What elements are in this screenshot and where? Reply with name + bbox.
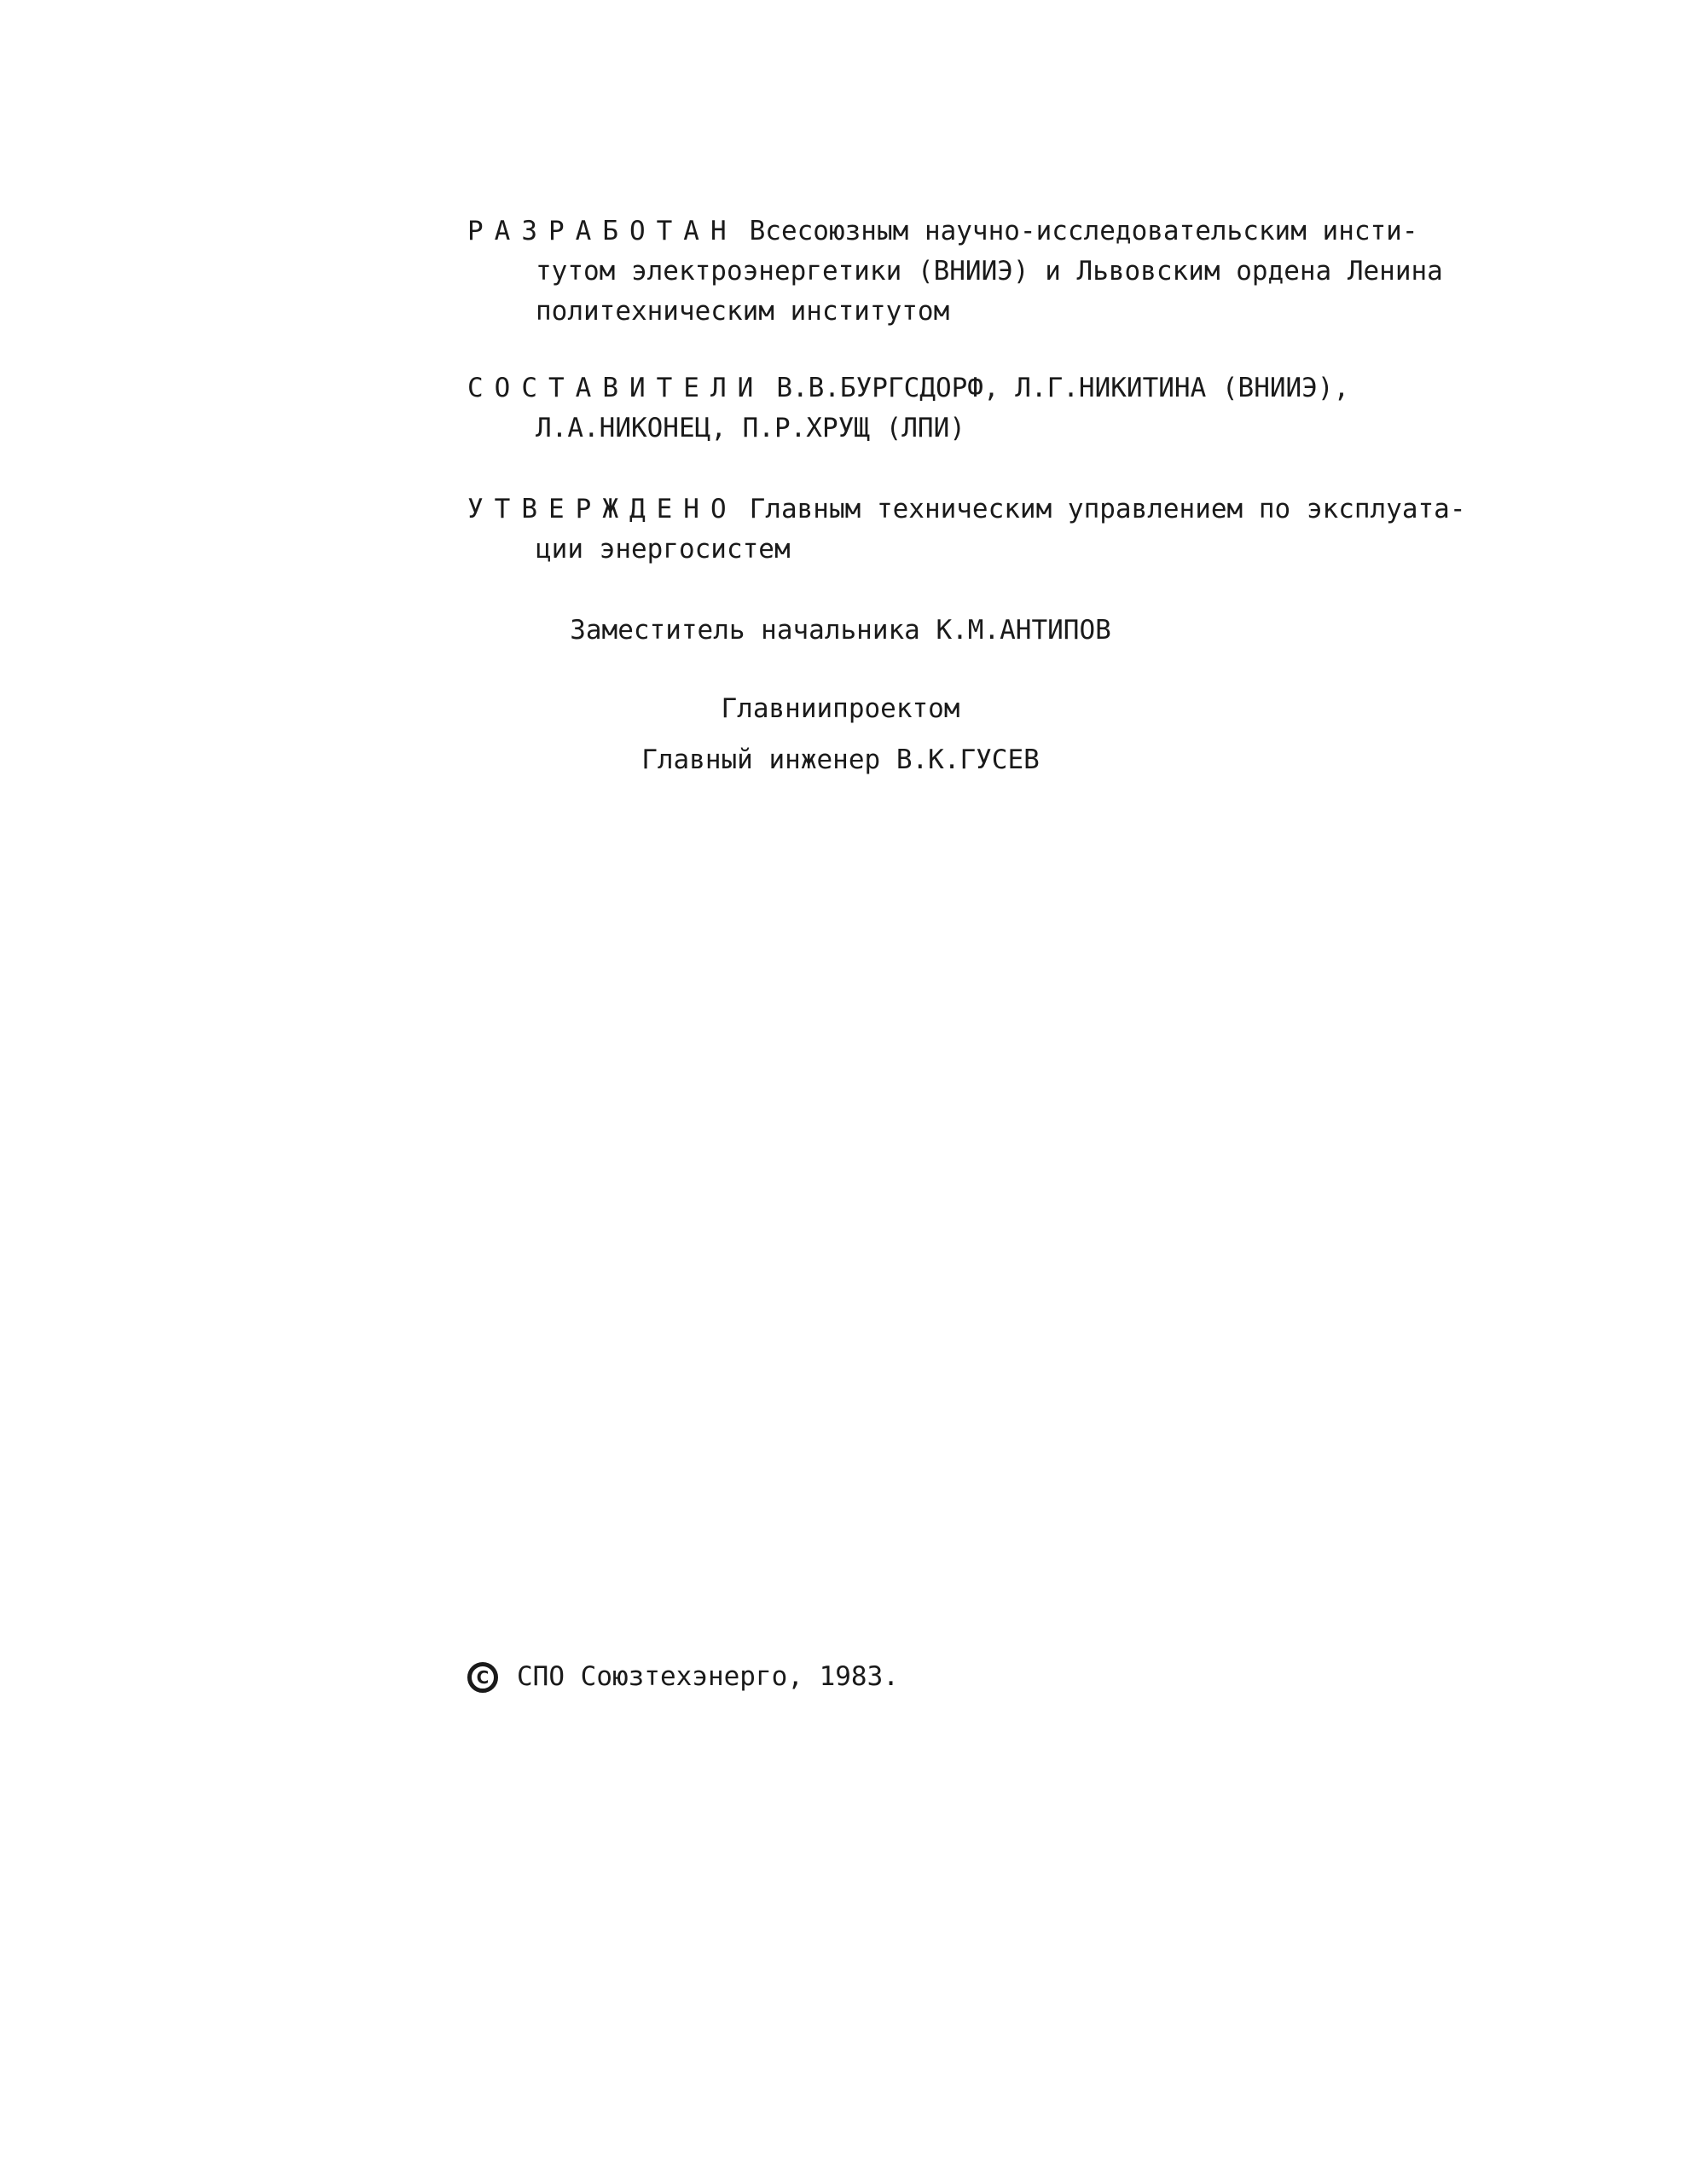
approved-text-1: Главным техническим управлением по эксплуата- xyxy=(749,494,1466,524)
copyright-line xyxy=(467,1657,899,1697)
copyright-text: СПО Союзтехэнерго, 1983. xyxy=(517,1661,899,1692)
approved-label: УТВЕРЖДЕНО xyxy=(467,494,738,524)
developed-text-2: тутом электроэнергетики (ВНИИЭ) и Львовским ордена Ленина xyxy=(536,256,1443,287)
approved-text-2: ции энергосистем xyxy=(536,534,791,565)
compilers-label: СОСТАВИТЕЛИ xyxy=(467,373,765,403)
approved-line-1 xyxy=(467,490,1568,530)
developed-text-3: политехническим институтом xyxy=(536,296,950,327)
organization-name: Главниипроектом xyxy=(721,693,960,724)
engineer-signature: Главный инженер В.К.ГУСЕВ xyxy=(641,744,1040,775)
developed-text-1: Всесоюзным научно-исследовательским инсти- xyxy=(749,216,1418,246)
developed-line-1 xyxy=(467,211,1568,252)
approved-section xyxy=(467,490,1568,570)
developed-label: РАЗРАБОТАН xyxy=(467,216,738,246)
copyright-icon: С xyxy=(467,1662,498,1693)
compilers-section xyxy=(467,368,1568,449)
compilers-text-1: В.В.БУРГСДОРФ, Л.Г.НИКИТИНА (ВНИИЭ), xyxy=(776,373,1350,403)
deputy-signature: Заместитель начальника К.М.АНТИПОВ xyxy=(570,615,1111,646)
compilers-line-1 xyxy=(467,368,1568,408)
developed-section xyxy=(467,211,1568,332)
compilers-text-2: Л.А.НИКОНЕЦ, П.Р.ХРУЩ (ЛПИ) xyxy=(536,413,965,443)
